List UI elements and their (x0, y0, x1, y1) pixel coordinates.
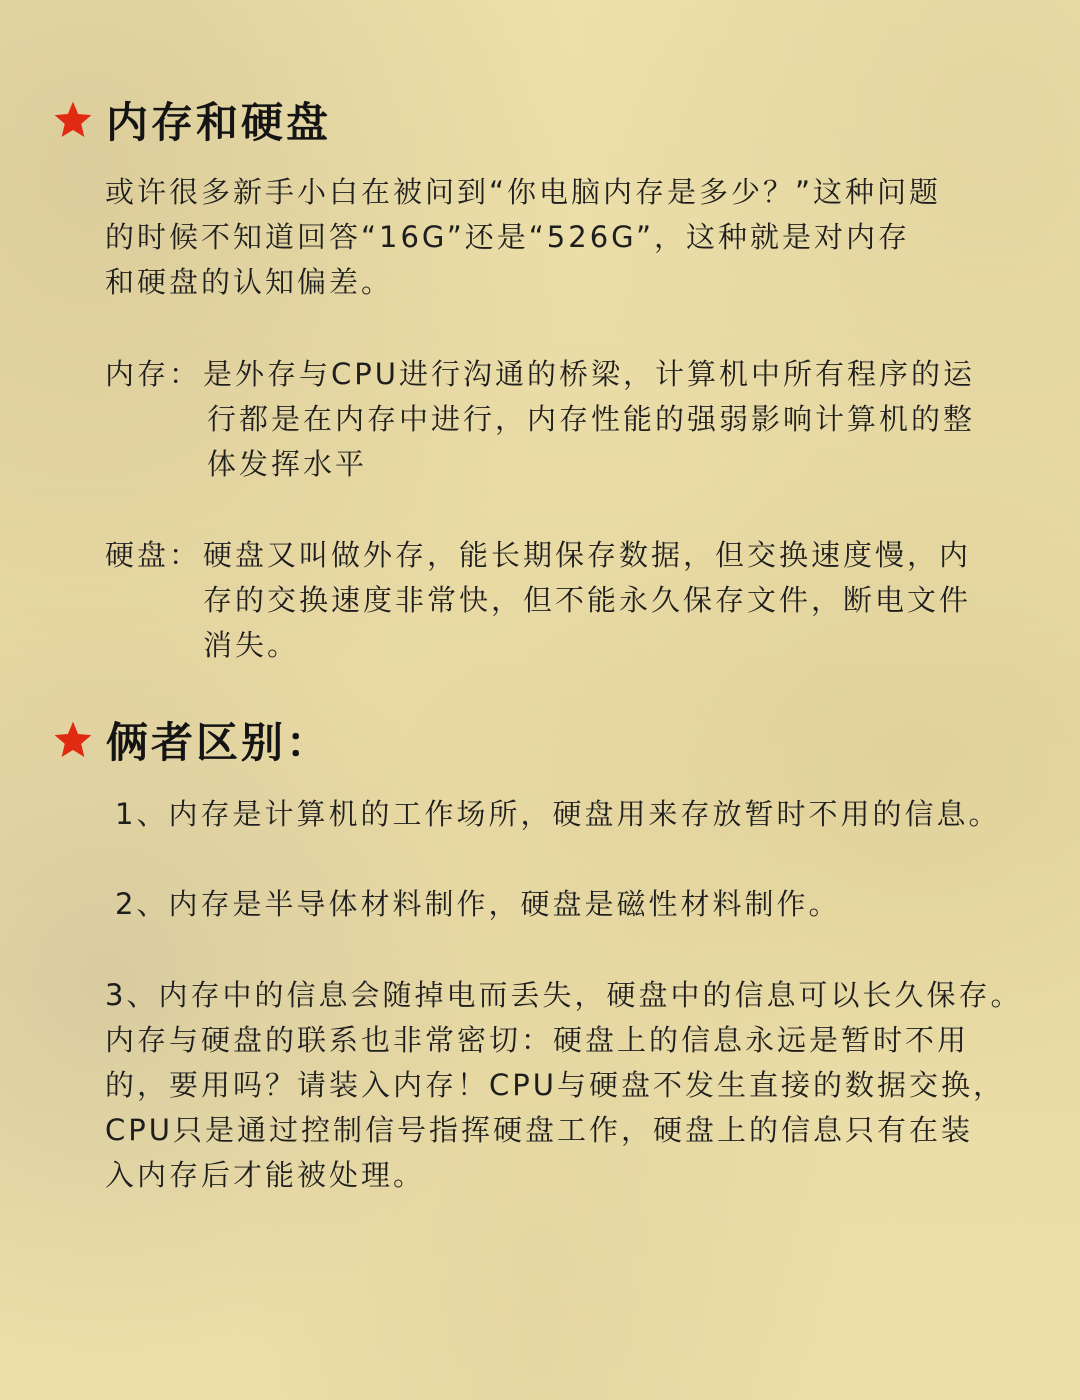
difference-line: 入内存后才能被处理。 (105, 1158, 426, 1192)
difference-item-2 (115, 882, 840, 927)
section-title: 内存和硬盘 (106, 98, 332, 147)
difference-item-3 (105, 973, 1022, 1198)
intro-line: 的时候不知道回答“16G”还是“526G”，这种就是对内存 (105, 220, 911, 254)
section-title: 俩者区别： (106, 718, 332, 767)
memory-line: 行都是在内存中进行，内存性能的强弱影响计算机的整 (207, 402, 976, 436)
difference-line: 1、内存是计算机的工作场所，硬盘用来存放暂时不用的信息。 (115, 797, 1001, 831)
disk-line: 消失。 (203, 628, 300, 662)
difference-line: 内存与硬盘的联系也非常密切：硬盘上的信息永远是暂时不用 (105, 1023, 970, 1057)
star-icon (52, 719, 94, 761)
memory-line: 是外存与CPU进行沟通的桥梁，计算机中所有程序的运 (203, 357, 975, 391)
intro-line: 或许很多新手小白在被问到“你电脑内存是多少？”这种问题 (105, 175, 942, 209)
intro-paragraph (105, 170, 1005, 305)
memory-description (203, 352, 975, 487)
difference-line: 3、内存中的信息会随掉电而丢失，硬盘中的信息可以长久保存。 (105, 978, 1023, 1012)
section-heading-differences (52, 710, 331, 770)
intro-line: 和硬盘的认知偏差。 (105, 265, 394, 299)
disk-term: 硬盘： (105, 538, 202, 572)
difference-line: 的，要用吗？请装入内存！CPU与硬盘不发生直接的数据交换， (105, 1068, 1005, 1102)
memory-line: 体发挥水平 (207, 447, 368, 481)
disk-description (203, 533, 971, 668)
section-heading-memory-disk (52, 90, 331, 150)
difference-line: CPU只是通过控制信号指挥硬盘工作，硬盘上的信息只有在装 (105, 1113, 973, 1147)
disk-line: 硬盘又叫做外存，能长期保存数据，但交换速度慢，内 (203, 538, 972, 572)
difference-line: 2、内存是半导体材料制作，硬盘是磁性材料制作。 (115, 887, 841, 921)
memory-term: 内存： (105, 357, 202, 391)
difference-item-1 (115, 792, 1000, 837)
star-icon (52, 99, 94, 141)
disk-line: 存的交换速度非常快，但不能永久保存文件，断电文件 (203, 583, 972, 617)
